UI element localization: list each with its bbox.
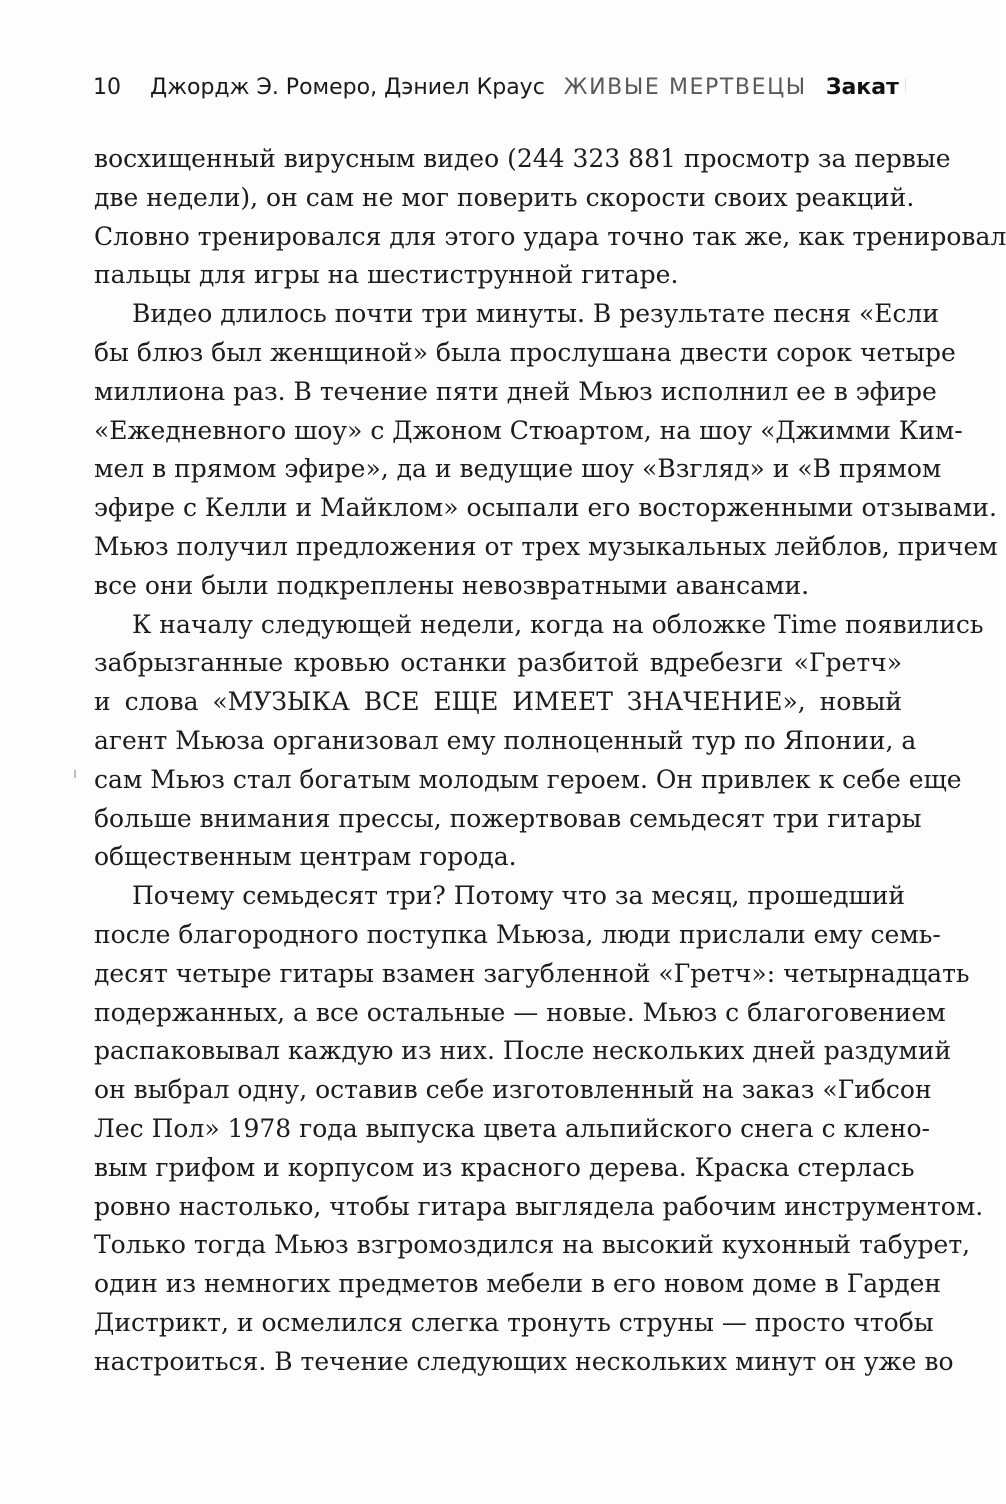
text-line: распаковывал каждую из них. После нескольких дней раздумий <box>94 1036 952 1066</box>
header-book-title: ЖИВЫЕ МЕРТВЕЦЫ <box>563 75 807 100</box>
text-line: пальцы для игры на шестиструнной гитаре. <box>94 260 679 290</box>
text-line: Словно тренировался для этого удара точно так же, как тренировал <box>94 221 1006 251</box>
text-line: сам Мьюз стал богатым молодым героем. Он привлек к себе еще <box>94 764 962 794</box>
text-line: вым грифом и корпусом из красного дерева. Краска стерлась <box>94 1152 915 1182</box>
text-line: бы блюз был женщиной» была прослушана двести сорок четыре <box>94 337 956 367</box>
text-line: восхищенный вирусным видео (244 323 881 просмотр за первые <box>94 144 951 173</box>
text-line: общественным центрам города. <box>94 842 517 872</box>
header-part-title: Закат <box>825 75 899 100</box>
text-line: две недели), он сам не мог поверить скорости своих реакций. <box>94 182 915 212</box>
text-line: Мьюз получил предложения от трех музыкальных лейблов, причем <box>94 531 998 561</box>
text-line: мел в прямом эфире», да и ведущие шоу «Взгляд» и «В прямом <box>94 454 942 484</box>
header-authors: Джордж Э. Ромеро, Дэниел Краус <box>150 75 545 100</box>
text-line: один из немногих предметов мебели в его новом доме в Гарден <box>94 1269 942 1299</box>
edge-mark <box>905 78 906 92</box>
running-header <box>93 70 913 106</box>
text-line: Дистрикт, и осмелился слегка тронуть струны — просто чтобы <box>94 1307 934 1337</box>
body-text <box>94 140 1006 1382</box>
text-line: Только тогда Мьюз взгромоздился на высокий кухонный табурет, <box>94 1230 971 1260</box>
text-line: все они были подкреплены невозвратными авансами. <box>94 570 810 600</box>
text-line: и слова «МУЗЫКА ВСЕ ЕЩЕ ИМЕЕТ ЗНАЧЕНИЕ», новый <box>94 687 902 717</box>
text-line: К началу следующей недели, когда на обложке Time появились <box>132 609 984 639</box>
text-line: «Ежедневного шоу» с Джоном Стюартом, на шоу «Джимми Ким- <box>94 415 963 445</box>
text-line: он выбрал одну, оставив себе изготовленный на заказ «Гибсон <box>94 1075 932 1105</box>
text-line: миллиона раз. В течение пяти дней Мьюз исполнил ее в эфире <box>94 376 937 406</box>
text-line: забрызганные кровью останки разбитой вдребезги «Гретч» <box>94 648 902 678</box>
text-line: больше внимания прессы, пожертвовав семьдесят три гитары <box>94 803 922 833</box>
text-line: агент Мьюза организовал ему полноценный тур по Японии, а <box>94 725 917 755</box>
text-line: настроиться. В течение следующих нескольких минут он уже во <box>94 1346 954 1376</box>
text-line: подержанных, а все остальные — новые. Мьюз с благоговением <box>94 997 946 1027</box>
text-line: десят четыре гитары взамен загубленной «Гретч»: четырнадцать <box>94 958 970 988</box>
text-line: Видео длилось почти три минуты. В результате песня «Если <box>132 299 940 329</box>
text-line: эфире с Келли и Майклом» осыпали его восторженными отзывами. <box>94 493 997 523</box>
text-line: после благородного поступка Мьюза, люди прислали ему семь- <box>94 919 941 949</box>
page-number: 10 <box>93 75 121 100</box>
margin-mark <box>74 770 76 778</box>
text-line: Почему семьдесят три? Потому что за месяц, прошедший <box>132 881 906 911</box>
text-line: ровно настолько, чтобы гитара выглядела рабочим инструментом. <box>94 1191 984 1221</box>
text-line: Лес Пол» 1978 года выпуска цвета альпийского снега с клено- <box>94 1113 930 1143</box>
